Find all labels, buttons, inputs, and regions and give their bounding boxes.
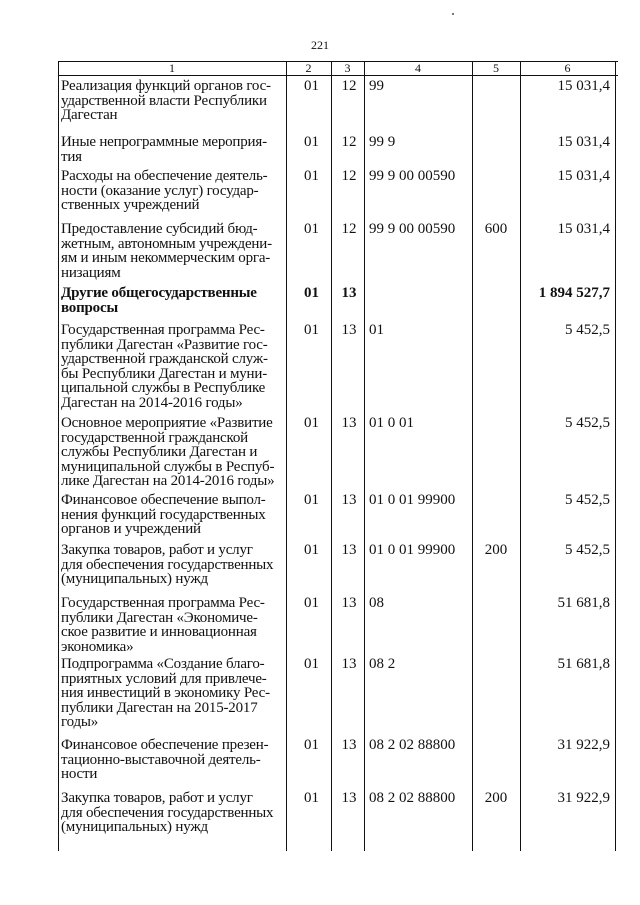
row-amount-cell: 5 452,5 bbox=[565, 492, 610, 508]
row-subsection-cell: 13 bbox=[341, 285, 357, 301]
row-target-code-cell: 01 0 01 99900 bbox=[369, 492, 456, 508]
page-number: 221 bbox=[311, 38, 329, 52]
header-col-1: 1 bbox=[169, 61, 175, 75]
row-subsection-cell: 13 bbox=[341, 322, 357, 338]
row-amount-cell: 5 452,5 bbox=[565, 542, 610, 558]
row-subsection-cell: 12 bbox=[341, 78, 357, 94]
row-subsection-cell: 13 bbox=[341, 737, 357, 753]
row-amount-cell: 31 922,9 bbox=[557, 737, 610, 753]
row-target-code-cell: 01 bbox=[369, 322, 384, 338]
row-expense-type-cell: 200 bbox=[484, 790, 508, 806]
row-expense-type-cell: 200 bbox=[484, 542, 508, 558]
row-target-code-cell: 08 2 02 88800 bbox=[369, 790, 456, 806]
row-section-cell: 01 bbox=[304, 78, 319, 94]
header-col-5: 5 bbox=[493, 61, 499, 75]
row-amount-cell: 15 031,4 bbox=[557, 134, 610, 150]
row-amount-cell: 31 922,9 bbox=[557, 790, 610, 806]
header-col-4: 4 bbox=[415, 61, 421, 75]
row-target-code-cell: 01 0 01 bbox=[369, 415, 414, 431]
row-section-cell: 01 bbox=[304, 595, 319, 611]
row-subsection-cell: 13 bbox=[341, 492, 357, 508]
row-name-cell: Финансовое обеспечение выпол- нения функций государственных органов и учреждений bbox=[61, 492, 266, 537]
col-divider-1 bbox=[286, 61, 287, 851]
row-amount-cell: 15 031,4 bbox=[557, 221, 610, 237]
row-name-cell: Государственная программа Рес- публики Дагестан «Развитие гос- ударственной гражданской служ- бы Республики Дагестан и муни- ципальной службы в Республике Дагестан на 2014-2016 годы» bbox=[61, 322, 268, 411]
header-row bbox=[58, 61, 618, 75]
header-col-2: 2 bbox=[305, 61, 312, 75]
header-col-6: 6 bbox=[564, 61, 571, 75]
row-subsection-cell: 12 bbox=[341, 134, 357, 150]
row-target-code-cell: 08 2 02 88800 bbox=[369, 737, 456, 753]
row-name-cell: Другие общегосударственные вопросы bbox=[61, 285, 257, 316]
row-name-cell: Подпрограмма «Создание благо- приятных условий для привлече- ния инвестиций в экономику Рес- публики Дагестан на 2015-2017 годы» bbox=[61, 656, 270, 730]
row-section-cell: 01 bbox=[304, 415, 319, 431]
row-section-cell: 01 bbox=[304, 168, 319, 184]
row-target-code-cell: 99 bbox=[369, 78, 384, 94]
row-target-code-cell: 08 2 bbox=[369, 656, 396, 672]
row-section-cell: 01 bbox=[304, 492, 319, 508]
row-amount-cell: 5 452,5 bbox=[565, 415, 610, 431]
row-target-code-cell: 01 0 01 99900 bbox=[369, 542, 456, 558]
row-name-cell: Расходы на обеспечение деятель- ности (оказание услуг) государ- ственных учреждений bbox=[61, 168, 268, 213]
row-section-cell: 01 bbox=[304, 285, 319, 301]
scan-speck bbox=[452, 13, 454, 15]
row-subsection-cell: 13 bbox=[341, 656, 357, 672]
row-name-cell: Финансовое обеспечение презен- тационно-выставочной деятель- ности bbox=[61, 737, 269, 782]
row-target-code-cell: 99 9 00 00590 bbox=[369, 221, 456, 237]
row-section-cell: 01 bbox=[304, 134, 319, 150]
row-amount-cell: 1 894 527,7 bbox=[538, 285, 610, 301]
row-name-cell: Закупка товаров, работ и услуг для обеспечения государственных (муниципальных) нужд bbox=[61, 790, 274, 835]
row-subsection-cell: 13 bbox=[341, 542, 357, 558]
row-name-cell: Основное мероприятие «Развитие государственной гражданской службы Республики Дагестан и муниципальной службы в Респуб- лике Дагестан на 2014-2016 годы» bbox=[61, 415, 275, 489]
header-bottom-border bbox=[58, 75, 618, 76]
table-right-border bbox=[615, 61, 616, 851]
row-section-cell: 01 bbox=[304, 790, 319, 806]
col-divider-3 bbox=[364, 61, 365, 851]
header-col-3: 3 bbox=[344, 61, 351, 75]
row-section-cell: 01 bbox=[304, 322, 319, 338]
row-target-code-cell: 99 9 bbox=[369, 134, 396, 150]
row-section-cell: 01 bbox=[304, 542, 319, 558]
row-name-cell: Предоставление субсидий бюд- жетным, автономным учреждени- ям и иным некоммерческим орга- низациям bbox=[61, 221, 272, 281]
row-amount-cell: 15 031,4 bbox=[557, 78, 610, 94]
row-subsection-cell: 13 bbox=[341, 415, 357, 431]
row-subsection-cell: 13 bbox=[341, 595, 357, 611]
table-left-border bbox=[58, 61, 59, 851]
row-amount-cell: 51 681,8 bbox=[557, 656, 610, 672]
row-expense-type-cell: 600 bbox=[484, 221, 508, 237]
row-name-cell: Закупка товаров, работ и услуг для обеспечения государственных (муниципальных) нужд bbox=[61, 542, 274, 587]
row-name-cell: Иные непрограммные мероприя- тия bbox=[61, 134, 267, 165]
row-subsection-cell: 12 bbox=[341, 168, 357, 184]
row-section-cell: 01 bbox=[304, 221, 319, 237]
row-amount-cell: 5 452,5 bbox=[565, 322, 610, 338]
row-name-cell: Реализация функций органов гос- ударственной власти Республики Дагестан bbox=[61, 78, 271, 123]
row-target-code-cell: 99 9 00 00590 bbox=[369, 168, 456, 184]
row-section-cell: 01 bbox=[304, 656, 319, 672]
row-amount-cell: 15 031,4 bbox=[557, 168, 610, 184]
row-name-cell: Государственная программа Рес- публики Дагестан «Экономиче- ское развитие и инновационная экономика» bbox=[61, 595, 265, 655]
row-subsection-cell: 12 bbox=[341, 221, 357, 237]
row-target-code-cell: 08 bbox=[369, 595, 384, 611]
row-amount-cell: 51 681,8 bbox=[557, 595, 610, 611]
row-subsection-cell: 13 bbox=[341, 790, 357, 806]
budget-table bbox=[58, 61, 618, 851]
row-section-cell: 01 bbox=[304, 737, 319, 753]
